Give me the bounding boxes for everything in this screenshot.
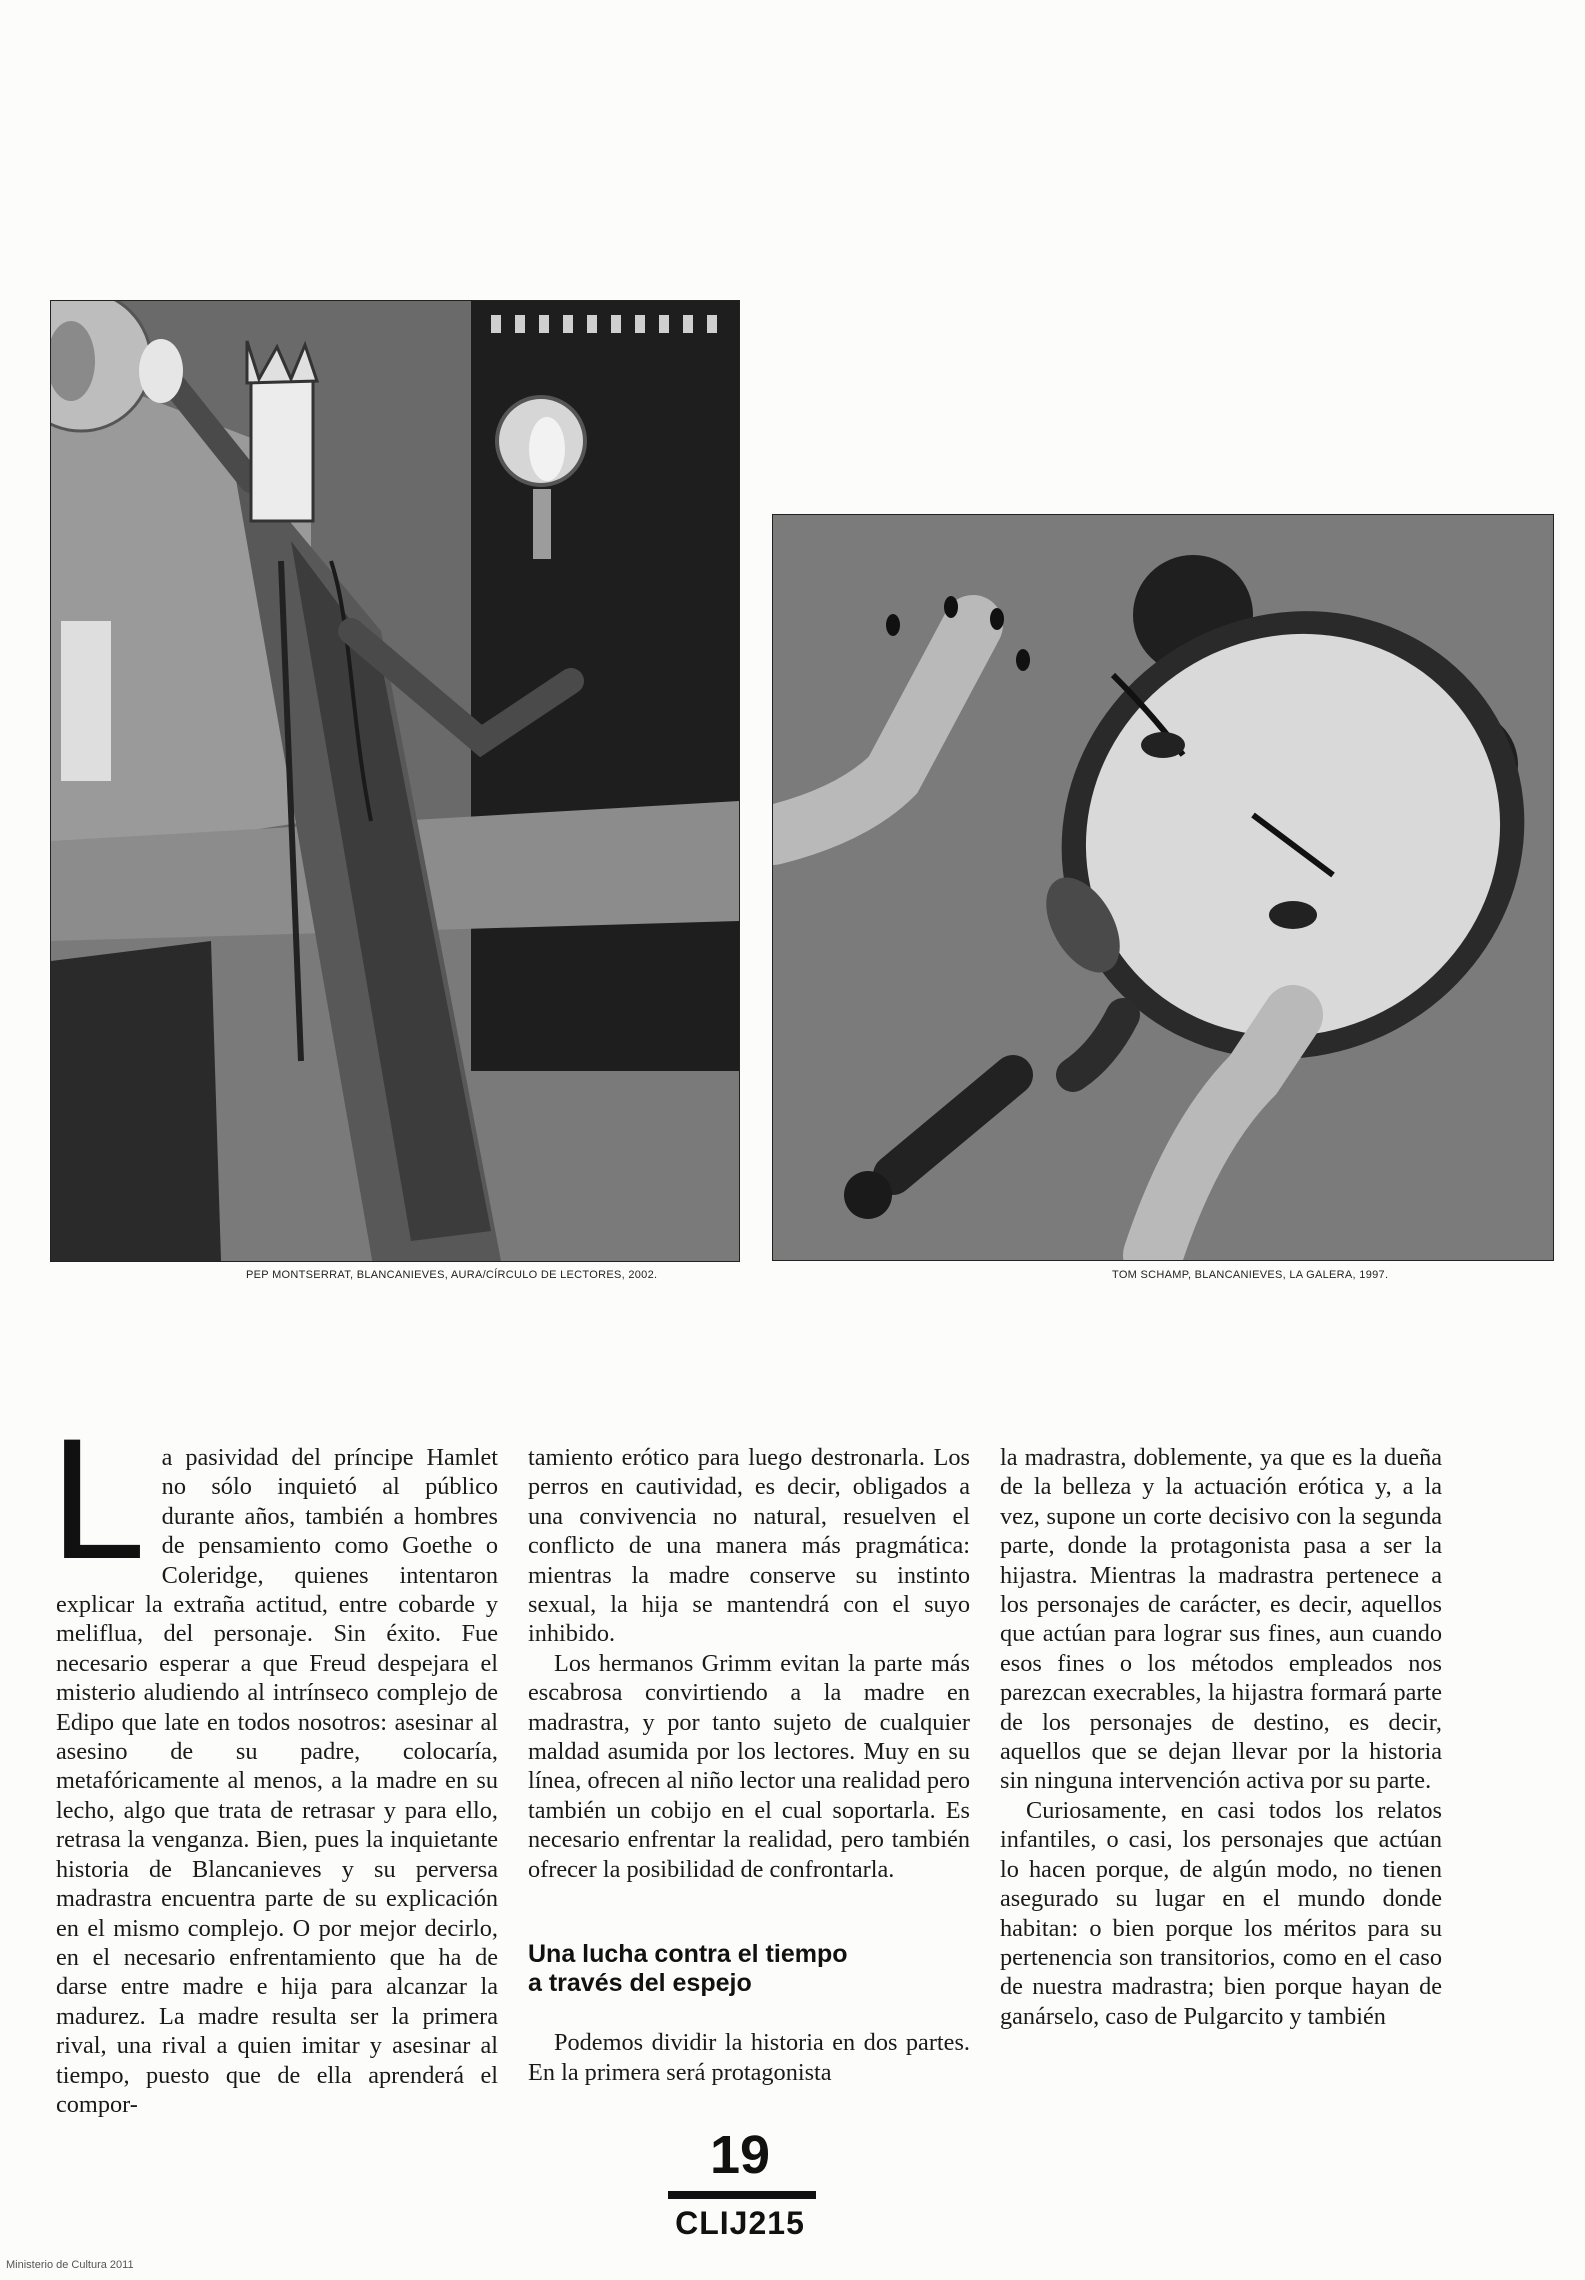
archive-credit: Ministerio de Cultura 2011 — [6, 2259, 134, 2271]
figure-caption-left: PEP MONTSERRAT, BLANCANIEVES, AURA/CÍRCULO DE LECTORES, 2002. — [246, 1269, 658, 1281]
subheading-line: a través del espejo — [528, 1969, 752, 1998]
paragraph: a pasividad del príncipe Hamlet no sólo inquietó al público durante años, también a hombres de pensamiento como Goethe o Coleridge, quienes intentaron explicar la extraña actitud, entre cobarde y meliflua, del personaje. Sin éxito. Fue necesario esperar a que Freud despejara el misterio aludiendo al intrínseco complejo de Edipo que late en todos nosotros: asesinar al asesino de su padre, colocaría, metafóricamente al menos, a la madre en su lecho, algo que trata de retrasar y para ello, retrasa la venganza. Bien, pues la inquietante historia de Blancanieves y su perversa madrastra encuentra parte de su explicación en el mismo complejo. O por mejor decirlo, en el necesario enfrentamiento que ha de darse entre madre e hija para alcanzar la madurez. La madre resulta ser la primera rival, una rival a quien imitar y asesinar al tiempo, puesto que de ella aprenderá el compor- — [56, 1444, 498, 2118]
illustration-queen — [50, 300, 740, 1262]
paragraph: Podemos dividir la historia en dos partes. En la primera será protagonista — [528, 2029, 970, 2086]
queen-artwork — [51, 301, 739, 1261]
mirror-artwork — [773, 515, 1553, 1260]
article-column-1 — [50, 1403, 498, 2119]
subheading-line: Una lucha contra el tiempo — [528, 1940, 848, 1969]
drop-cap: L — [50, 1403, 146, 1595]
figure-caption-right: TOM SCHAMP, BLANCANIEVES, LA GALERA, 1997. — [1112, 1269, 1389, 1281]
illustration-mirror — [772, 514, 1554, 1261]
article-column-2 — [528, 1443, 970, 2087]
paragraph: Los hermanos Grimm evitan la parte más escabrosa convirtiendo a la madre en madrastra, y por tanto sujeto de cualquier maldad asumida por los lectores. Muy en su línea, ofrecen al niño lector una realidad pero también un cobijo en el cual soportarla. Es necesario enfrentar la realidad, pero también ofrecer la posibilidad de confrontarla. — [528, 1649, 970, 1883]
magazine-name: CLIJ215 — [675, 2205, 805, 2241]
section-subheading — [528, 1940, 970, 1998]
article-column-3 — [1000, 1443, 1442, 2031]
paragraph: tamiento erótico para luego destronarla. Los perros en cautividad, es decir, obligados a una convivencia no natural, resuelven el conflicto de una manera más pragmática: mientras la madre conserve su instinto sexual, la hija se mantendrá con el suyo inhibido. — [528, 1444, 970, 1648]
page-number: 19 — [709, 2125, 771, 2185]
paragraph: Curiosamente, en casi todos los relatos infantiles, o casi, los personajes que actúan lo hacen porque, de algún modo, no tienen asegurado su lugar en el mundo donde habitan: o bien porque los méritos para su pertenencia son transitorios, como en el caso de nuestra madrastra; bien porque hayan de ganárselo, caso de Pulgarcito y también — [1000, 1796, 1442, 2030]
folio-divider — [668, 2191, 816, 2199]
paragraph: la madrastra, doblemente, ya que es la dueña de la belleza y la actuación erótica y, a la vez, supone un corte decisivo con la segunda parte, donde la protagonista pasa a ser la hijastra. Mientras la madrastra pertenece a los personajes de carácter, es decir, aquellos que actúan para lograr sus fines, aun cuando esos fines o los métodos empleados nos parezcan execrables, la hijastra formará parte de los personajes de destino, es decir, aquellos que se dejan llevar por la historia sin ninguna intervención activa por su parte. — [1000, 1444, 1442, 1795]
